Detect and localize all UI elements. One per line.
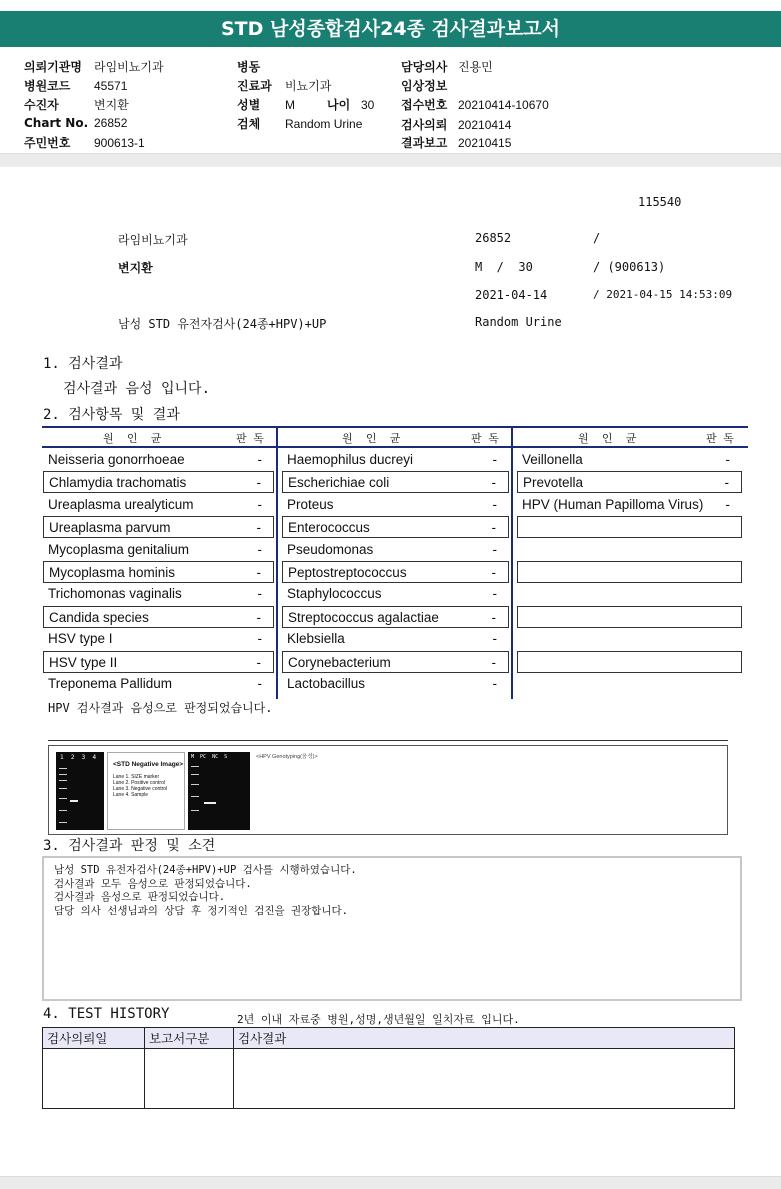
result-cell	[43, 628, 274, 650]
pathogen-name: Chlamydia trachomatis	[49, 475, 187, 490]
gel-band	[59, 810, 67, 811]
result-cell	[43, 651, 274, 673]
gel-hpv-caption: <HPV Genotyping(음성)>	[256, 754, 318, 760]
result-cell	[517, 539, 742, 561]
pathogen-result: -	[257, 542, 262, 557]
column-header-result: 판 독	[706, 432, 734, 445]
result-cell	[43, 561, 274, 583]
result-cell	[517, 628, 742, 650]
section-1-text: 검사결과 음성 입니다.	[63, 381, 211, 397]
header-label: 의뢰기관명	[24, 60, 82, 74]
pathogen-name: Veillonella	[522, 452, 583, 467]
header-value: 45571	[94, 79, 128, 93]
section-3-title: 3. 검사결과 판정 및 소견	[43, 838, 216, 854]
result-cell	[43, 516, 274, 538]
pathogen-name: Streptococcus agalactiae	[288, 610, 439, 625]
pathogen-result: -	[256, 475, 261, 490]
gel-band	[191, 784, 199, 785]
pathogen-name: Klebsiella	[287, 631, 345, 646]
footer-band	[0, 1176, 781, 1189]
header-ward	[237, 58, 285, 75]
history-header-result: 검사결과	[238, 1031, 287, 1046]
result-cell	[43, 583, 274, 605]
gel-top-rule	[48, 740, 728, 741]
history-column-divider	[233, 1028, 234, 1108]
header-chart-no	[24, 116, 127, 130]
header-sex	[237, 96, 374, 113]
gel-band	[59, 768, 67, 769]
header-hospital-code	[24, 77, 127, 94]
header-value: 26852	[94, 116, 128, 130]
pathogen-result: -	[257, 586, 262, 601]
history-column-divider	[144, 1028, 145, 1108]
pathogen-name: Neisseria gonorrhoeae	[48, 452, 185, 467]
pathogen-result: -	[492, 586, 497, 601]
pathogen-name: Candida species	[49, 610, 149, 625]
result-cell	[517, 494, 742, 516]
gel-hpv-lanes: M PC NC S	[191, 754, 228, 760]
gel-band	[191, 766, 199, 767]
report-id: / (900613)	[593, 260, 666, 274]
gel-band	[59, 798, 67, 799]
result-cell	[517, 606, 742, 628]
gel-image-hpv	[188, 752, 250, 830]
report-patient: 변지환	[118, 261, 153, 275]
pathogen-result: -	[725, 497, 730, 512]
column-header-result: 판 독	[236, 432, 264, 445]
result-cell	[282, 494, 509, 516]
pathogen-name: Ureaplasma parvum	[49, 520, 171, 535]
gel-image-std	[56, 752, 104, 830]
result-cell	[517, 516, 742, 538]
result-cell	[282, 516, 509, 538]
header-value: 30	[361, 98, 375, 112]
pathogen-result: -	[491, 520, 496, 535]
column-header-pathogen: 원 인 균	[578, 432, 637, 445]
header-label: 진료과	[237, 79, 272, 93]
result-cell	[282, 673, 509, 695]
report-hospital: 라임비뇨기과	[118, 233, 188, 247]
header-receipt-no	[401, 96, 549, 113]
pathogen-name: HPV (Human Papilloma Virus)	[522, 497, 704, 512]
header-label: 나이	[327, 98, 351, 112]
gel-band	[191, 796, 199, 797]
history-header-report-type: 보고서구분	[149, 1031, 210, 1046]
header-report-date	[401, 134, 511, 151]
pathogen-result: -	[491, 655, 496, 670]
header-label: 병원코드	[24, 79, 71, 93]
gel-band	[191, 774, 199, 775]
result-cell	[282, 651, 509, 673]
pathogen-name: HSV type II	[49, 655, 118, 670]
report-sex-age: M / 30	[475, 260, 533, 274]
finding-line: 담당 의사 선생님과의 상담 후 정기적인 검진을 권장합니다.	[54, 904, 349, 917]
header-value: 900613-1	[94, 136, 145, 150]
gel-lane-numbers: 1 2 3 4	[60, 754, 97, 761]
header-institution	[24, 58, 164, 75]
pathogen-name: Mycoplasma genitalium	[48, 542, 190, 557]
pathogen-result: -	[491, 475, 496, 490]
pathogen-result: -	[256, 565, 261, 580]
pathogen-result: -	[257, 676, 262, 691]
header-value: 20210414-10670	[458, 98, 549, 112]
hpv-note: HPV 검사결과 음성으로 판정되었습니다.	[48, 701, 273, 715]
pathogen-name: Ureaplasma urealyticum	[48, 497, 194, 512]
header-label: Chart No.	[24, 116, 89, 130]
gel-band	[59, 788, 67, 789]
pathogen-result: -	[256, 520, 261, 535]
header-value: 비뇨기과	[285, 79, 332, 93]
pathogen-result: -	[257, 631, 262, 646]
finding-line: 검사결과 모두 음성으로 판정되었습니다.	[54, 877, 252, 890]
gel-band	[59, 780, 67, 781]
result-cell	[282, 471, 509, 493]
table-header-rule	[42, 446, 748, 448]
header-specimen	[237, 115, 362, 132]
table-column-divider	[276, 426, 278, 699]
header-label: 접수번호	[401, 98, 448, 112]
header-request-date	[401, 116, 511, 133]
gel-legend	[107, 752, 185, 830]
column-header-result: 판 독	[471, 432, 499, 445]
gel-image-box	[48, 745, 728, 835]
result-cell	[282, 539, 509, 561]
pathogen-result: -	[492, 497, 497, 512]
result-cell	[517, 449, 742, 471]
pathogen-result: -	[725, 452, 730, 467]
pathogen-result: -	[257, 497, 262, 512]
pathogen-name: Proteus	[287, 497, 334, 512]
pathogen-name: Peptostreptococcus	[288, 565, 407, 580]
header-label: 검사의뢰	[401, 118, 448, 132]
pathogen-name: Corynebacterium	[288, 655, 391, 670]
pathogen-result: -	[492, 631, 497, 646]
column-header-pathogen: 원 인 균	[342, 432, 401, 445]
result-cell	[43, 606, 274, 628]
report-date-reported: / 2021-04-15 14:53:09	[593, 288, 733, 301]
pathogen-result: -	[256, 610, 261, 625]
result-cell	[43, 494, 274, 516]
result-cell	[517, 471, 742, 493]
pathogen-result: -	[491, 610, 496, 625]
result-cell	[517, 651, 742, 673]
gel-legend-title: <STD Negative Image>	[113, 761, 184, 768]
pathogen-name: Treponema Pallidum	[48, 676, 173, 691]
result-cell	[282, 583, 509, 605]
header-patient	[24, 96, 129, 113]
pathogen-name: Staphylococcus	[287, 586, 382, 601]
header-doctor	[401, 58, 493, 75]
report-number: 115540	[638, 195, 682, 209]
pathogen-name: Trichomonas vaginalis	[48, 586, 182, 601]
gel-band	[59, 774, 67, 775]
result-cell	[282, 561, 509, 583]
table-column-divider	[511, 426, 513, 699]
gel-band	[59, 822, 67, 823]
gel-legend-line: Lane 3. Negative control	[113, 786, 168, 792]
pathogen-result: -	[491, 565, 496, 580]
header-label: 임상정보	[401, 79, 448, 93]
pathogen-result: -	[492, 676, 497, 691]
pathogen-result: -	[492, 542, 497, 557]
section-4-note: 2년 이내 자료중 병원,성명,생년월일 일치자료 입니다.	[237, 1013, 520, 1026]
result-cell	[282, 449, 509, 471]
section-2-title: 2. 검사항목 및 결과	[43, 407, 180, 423]
pathogen-name: Enterococcus	[288, 520, 370, 535]
header-label: 검체	[237, 117, 261, 131]
result-cell	[517, 673, 742, 695]
header-value: 변지환	[94, 98, 129, 112]
pathogen-result: -	[257, 452, 262, 467]
result-cell	[43, 539, 274, 561]
result-cell	[43, 449, 274, 471]
section-4-title: 4. TEST HISTORY	[43, 1006, 170, 1022]
section-1-title: 1. 검사결과	[43, 356, 123, 372]
pathogen-result: -	[724, 475, 729, 490]
report-test-name: 남성 STD 유전자검사(24종+HPV)+UP	[118, 317, 327, 331]
result-cell	[43, 673, 274, 695]
column-header-pathogen: 원 인 균	[103, 432, 162, 445]
header-value: 20210415	[458, 136, 512, 150]
header-value: 20210414	[458, 118, 512, 132]
header-label: 성별	[237, 98, 261, 112]
gel-band	[204, 802, 216, 804]
result-cell	[282, 628, 509, 650]
report-chart: 26852	[475, 231, 512, 245]
history-header-request-date: 검사의뢰일	[47, 1031, 108, 1046]
header-label: 수진자	[24, 98, 59, 112]
header-clinical-info	[401, 77, 458, 94]
header-label: 결과보고	[401, 136, 448, 150]
finding-line: 검사결과 음성으로 판정되었습니다.	[54, 891, 226, 903]
report-title: STD 남성종합검사24종 검사결과보고서	[0, 11, 781, 47]
pathogen-result: -	[492, 452, 497, 467]
header-value: 라임비뇨기과	[94, 60, 164, 74]
finding-line: 남성 STD 유전자검사(24종+HPV)+UP 검사를 시행하였습니다.	[54, 864, 357, 876]
gel-band	[191, 810, 199, 811]
result-cell	[517, 561, 742, 583]
gel-band	[70, 800, 78, 802]
pathogen-name: Escherichiae coli	[288, 475, 390, 490]
gel-legend-line: Lane 1. SIZE marker	[113, 774, 160, 780]
header-department	[237, 77, 331, 94]
gel-legend-line: Lane 4. Sample	[113, 792, 149, 798]
result-cell	[43, 471, 274, 493]
report-specimen: Random Urine	[475, 315, 562, 329]
header-value: 진용민	[458, 60, 493, 74]
report-date-requested: 2021-04-14	[475, 288, 548, 302]
header-label: 담당의사	[401, 60, 448, 74]
pathogen-name: Pseudomonas	[287, 542, 374, 557]
pathogen-result: -	[256, 655, 261, 670]
table-top-rule	[42, 426, 748, 428]
result-cell	[517, 583, 742, 605]
findings-box	[42, 856, 742, 1001]
header-value: Random Urine	[285, 117, 363, 131]
header-separator	[0, 153, 781, 167]
pathogen-name: Prevotella	[523, 475, 584, 490]
header-label: 병동	[237, 60, 261, 74]
header-resident-no	[24, 134, 145, 151]
pathogen-name: Haemophilus ducreyi	[287, 452, 414, 467]
result-cell	[282, 606, 509, 628]
header-value: M	[285, 98, 295, 112]
report-slash: /	[593, 231, 601, 245]
pathogen-name: Lactobacillus	[287, 676, 366, 691]
history-table	[42, 1027, 735, 1109]
pathogen-name: HSV type I	[48, 631, 113, 646]
pathogen-name: Mycoplasma hominis	[49, 565, 176, 580]
header-label: 주민번호	[24, 136, 71, 150]
gel-legend-line: Lane 2. Positive control	[113, 780, 165, 786]
